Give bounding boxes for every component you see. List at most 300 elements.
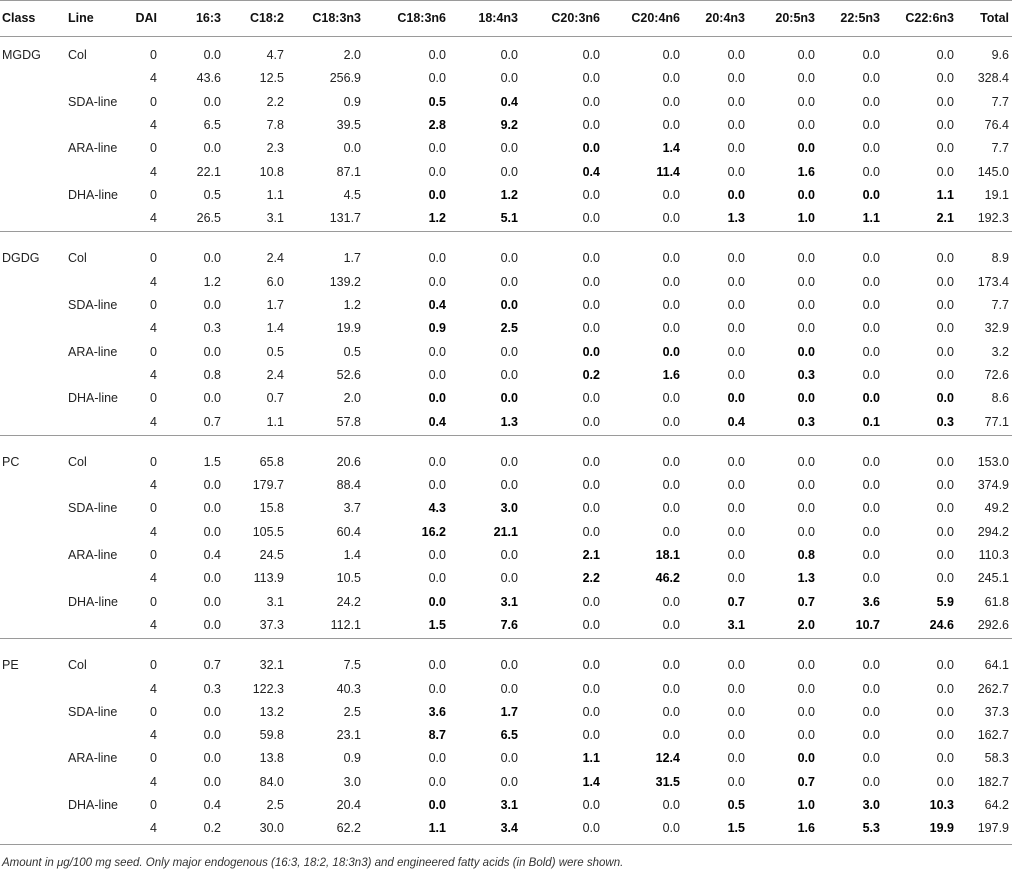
table-cell: 0.0	[662, 658, 680, 673]
table-cell: 0.4	[428, 414, 446, 429]
table-cell: 0.0	[582, 728, 600, 743]
table-cell: 0.0	[797, 704, 815, 719]
dai-value: 4	[150, 774, 157, 789]
table-cell: 2.2	[582, 571, 600, 586]
table-cell: 0.5	[266, 344, 284, 359]
table-cell: 0.0	[727, 48, 745, 62]
table-cell: 153.0	[977, 454, 1009, 469]
table-cell: 24.6	[929, 617, 954, 632]
column-header: C20:4n6	[631, 11, 680, 25]
table-cell: 0.0	[203, 94, 221, 109]
line-label: SDA-line	[68, 501, 118, 516]
table-cell: 113.9	[253, 571, 284, 586]
table-cell: 0.0	[862, 71, 880, 86]
table-cell: 245.1	[977, 571, 1009, 586]
header-rule	[0, 36, 1012, 37]
table-top-rule	[0, 0, 1012, 1]
table-cell: 294.2	[977, 524, 1009, 539]
table-cell: 0.0	[662, 321, 680, 336]
table-cell: 0.0	[662, 344, 680, 359]
table-cell: 0.0	[936, 658, 954, 673]
table-footnote: Amount in μg/100 mg seed. Only major endogenous (16:3, 18:2, 18:3n3) and engineered fatty acids (in Bold) were shown.	[2, 857, 624, 869]
table-cell: 58.3	[984, 751, 1009, 766]
column-header: C18:3n3	[312, 11, 361, 25]
table-cell: 0.0	[428, 164, 446, 179]
column-header: C18:3n6	[397, 11, 446, 25]
table-cell: 0.0	[500, 164, 518, 179]
table-cell: 0.0	[862, 658, 880, 673]
table-cell: 10.3	[929, 798, 954, 812]
column-header: 18:4n3	[478, 11, 518, 25]
table-cell: 0.0	[662, 798, 680, 812]
table-cell: 0.0	[662, 251, 680, 266]
dai-value: 0	[150, 751, 157, 766]
column-header: C20:3n6	[551, 11, 600, 25]
table-cell: 0.0	[727, 751, 745, 766]
dai-value: 4	[150, 617, 157, 632]
table-cell: 0.0	[936, 704, 954, 719]
table-cell: 0.0	[662, 211, 680, 226]
table-cell: 0.0	[582, 71, 600, 86]
dai-value: 0	[150, 94, 157, 109]
table-cell: 0.0	[428, 48, 446, 62]
table-cell: 0.0	[203, 617, 221, 632]
table-cell: 0.0	[797, 94, 815, 109]
table-cell: 0.0	[862, 524, 880, 539]
table-cell: 0.0	[727, 391, 745, 406]
table-cell: 0.0	[862, 344, 880, 359]
table-cell: 0.0	[727, 478, 745, 493]
table-cell: 0.0	[727, 728, 745, 743]
table-cell: 0.0	[428, 658, 446, 673]
table-cell: 0.0	[203, 141, 221, 156]
column-header-dai: DAI	[135, 11, 157, 25]
column-header: 16:3	[195, 11, 221, 25]
table-cell: 182.7	[977, 774, 1009, 789]
table-bottom-rule	[0, 844, 1012, 845]
table-cell: 0.4	[203, 548, 221, 562]
table-cell: 0.0	[862, 681, 880, 696]
table-cell: 0.5	[727, 798, 745, 812]
table-cell: 0.0	[936, 141, 954, 156]
table-cell: 0.0	[500, 681, 518, 696]
table-cell: 2.5	[500, 321, 518, 336]
column-header-class: Class	[2, 11, 36, 25]
table-cell: 24.2	[336, 594, 361, 609]
table-cell: 0.0	[862, 321, 880, 336]
table-cell: 0.0	[862, 704, 880, 719]
table-cell: 145.0	[977, 164, 1009, 179]
column-header: C18:2	[249, 11, 284, 25]
table-cell: 46.2	[655, 571, 680, 586]
table-cell: 3.7	[343, 501, 361, 516]
table-cell: 1.6	[797, 821, 815, 836]
table-cell: 0.0	[203, 501, 221, 516]
table-cell: 0.0	[428, 344, 446, 359]
table-cell: 0.0	[203, 571, 221, 586]
table-cell: 0.0	[582, 344, 600, 359]
table-cell: 57.8	[336, 414, 361, 429]
table-cell: 262.7	[977, 681, 1009, 696]
line-label: DHA-line	[68, 187, 119, 202]
table-cell: 0.3	[797, 414, 815, 429]
dai-value: 0	[150, 658, 157, 673]
table-cell: 0.0	[727, 524, 745, 539]
table-cell: 0.0	[203, 48, 221, 62]
group-separator	[0, 231, 1012, 232]
table-cell: 19.9	[929, 821, 954, 836]
table-cell: 0.0	[936, 774, 954, 789]
table-cell: 1.0	[797, 211, 815, 226]
column-header: Total	[980, 11, 1009, 25]
table-cell: 0.0	[727, 681, 745, 696]
table-cell: 5.1	[500, 211, 518, 226]
table-cell: 6.5	[203, 117, 221, 132]
dai-value: 4	[150, 211, 157, 226]
class-label: PC	[2, 454, 20, 469]
table-cell: 1.4	[662, 141, 680, 156]
table-cell: 0.0	[727, 704, 745, 719]
table-cell: 0.0	[582, 94, 600, 109]
table-cell: 10.7	[855, 617, 880, 632]
table-cell: 0.0	[500, 367, 518, 382]
dai-value: 0	[150, 344, 157, 359]
table-cell: 0.0	[582, 501, 600, 516]
table-cell: 87.1	[336, 164, 361, 179]
table-cell: 40.3	[336, 681, 361, 696]
table-cell: 0.0	[936, 391, 954, 406]
table-cell: 0.7	[266, 391, 284, 406]
dai-value: 0	[150, 251, 157, 266]
table-cell: 20.6	[336, 454, 361, 469]
table-cell: 0.0	[936, 94, 954, 109]
table-cell: 0.0	[936, 117, 954, 132]
table-cell: 173.4	[977, 274, 1009, 289]
table-cell: 0.0	[797, 478, 815, 493]
table-cell: 59.8	[259, 728, 284, 743]
dai-value: 4	[150, 71, 157, 86]
table-cell: 0.0	[797, 344, 815, 359]
table-cell: 0.0	[662, 524, 680, 539]
table-cell: 0.0	[500, 274, 518, 289]
table-cell: 0.0	[500, 48, 518, 62]
table-cell: 0.0	[428, 274, 446, 289]
table-cell: 0.3	[797, 367, 815, 382]
table-cell: 0.0	[862, 367, 880, 382]
table-cell: 112.1	[330, 617, 361, 632]
table-cell: 0.0	[862, 251, 880, 266]
table-cell: 0.0	[797, 141, 815, 156]
table-cell: 0.0	[582, 321, 600, 336]
group-separator	[0, 638, 1012, 639]
table-cell: 2.5	[266, 798, 284, 812]
table-cell: 7.8	[266, 117, 284, 132]
table-cell: 0.0	[936, 344, 954, 359]
table-cell: 26.5	[196, 211, 221, 226]
table-cell: 0.0	[582, 454, 600, 469]
line-label: SDA-line	[68, 94, 118, 109]
table-cell: 0.0	[662, 117, 680, 132]
table-cell: 0.0	[727, 94, 745, 109]
table-cell: 105.5	[252, 524, 284, 539]
table-cell: 0.0	[797, 391, 815, 406]
table-cell: 3.1	[500, 798, 518, 812]
table-cell: 49.2	[984, 501, 1009, 516]
table-cell: 0.7	[797, 774, 815, 789]
table-cell: 0.0	[727, 367, 745, 382]
table-cell: 64.1	[984, 658, 1009, 673]
dai-value: 0	[150, 141, 157, 156]
table-cell: 1.5	[203, 454, 221, 469]
table-cell: 1.3	[500, 414, 518, 429]
table-cell: 328.4	[977, 71, 1009, 86]
table-cell: 0.0	[662, 298, 680, 312]
table-cell: 374.9	[977, 478, 1009, 493]
table-cell: 1.6	[662, 367, 680, 382]
class-label: DGDG	[2, 251, 40, 266]
dai-value: 0	[150, 798, 157, 812]
table-cell: 0.0	[428, 751, 446, 766]
table-cell: 110.3	[978, 548, 1009, 562]
table-cell: 32.9	[984, 321, 1009, 336]
dai-value: 4	[150, 117, 157, 132]
column-header: 20:4n3	[705, 11, 745, 25]
table-cell: 2.8	[428, 117, 446, 132]
line-label: Col	[68, 251, 87, 266]
table-cell: 64.2	[984, 798, 1009, 812]
table-cell: 1.2	[428, 211, 446, 226]
table-cell: 0.0	[662, 94, 680, 109]
table-cell: 1.7	[266, 298, 284, 312]
table-cell: 0.0	[500, 774, 518, 789]
table-cell: 84.0	[259, 774, 284, 789]
table-cell: 1.6	[797, 164, 815, 179]
table-cell: 1.5	[727, 821, 745, 836]
dai-value: 0	[150, 48, 157, 62]
table-cell: 1.5	[428, 617, 446, 632]
table-cell: 0.0	[727, 501, 745, 516]
table-cell: 0.0	[500, 454, 518, 469]
dai-value: 4	[150, 524, 157, 539]
table-cell: 0.0	[662, 274, 680, 289]
table-cell: 0.0	[428, 798, 446, 812]
table-cell: 197.9	[977, 821, 1009, 836]
table-cell: 16.2	[421, 524, 446, 539]
line-label: SDA-line	[68, 704, 118, 719]
table-cell: 0.0	[797, 187, 815, 202]
table-cell: 0.0	[936, 321, 954, 336]
table-cell: 0.0	[203, 344, 221, 359]
table-cell: 1.4	[582, 774, 600, 789]
column-header: C22:6n3	[905, 11, 954, 25]
dai-value: 4	[150, 728, 157, 743]
table-cell: 0.0	[797, 454, 815, 469]
table-cell: 0.0	[797, 298, 815, 312]
dai-value: 0	[150, 594, 157, 609]
table-cell: 61.8	[984, 594, 1009, 609]
table-cell: 0.0	[428, 681, 446, 696]
table-cell: 0.1	[862, 414, 880, 429]
table-cell: 9.2	[500, 117, 518, 132]
dai-value: 0	[150, 548, 157, 562]
table-cell: 0.0	[500, 751, 518, 766]
table-cell: 0.0	[582, 298, 600, 312]
table-cell: 0.0	[862, 274, 880, 289]
table-cell: 0.3	[203, 681, 221, 696]
table-cell: 7.7	[991, 298, 1009, 312]
dai-value: 0	[150, 298, 157, 312]
table-cell: 31.5	[655, 774, 680, 789]
table-cell: 0.9	[343, 751, 361, 766]
dai-value: 4	[150, 414, 157, 429]
table-cell: 60.4	[336, 524, 361, 539]
table-cell: 19.9	[336, 321, 361, 336]
table-cell: 0.7	[797, 594, 815, 609]
table-cell: 256.9	[329, 71, 361, 86]
table-cell: 20.4	[336, 798, 361, 812]
table-cell: 0.8	[797, 548, 815, 562]
table-cell: 0.0	[936, 48, 954, 62]
table-cell: 13.2	[259, 704, 284, 719]
table-cell: 0.0	[500, 548, 518, 562]
table-cell: 0.0	[862, 298, 880, 312]
table-cell: 0.0	[582, 274, 600, 289]
table-cell: 0.0	[662, 617, 680, 632]
group-separator	[0, 435, 1012, 436]
table-cell: 0.0	[862, 48, 880, 62]
table-cell: 1.0	[797, 798, 815, 812]
table-cell: 10.5	[336, 571, 361, 586]
table-cell: 1.2	[343, 298, 361, 312]
table-cell: 39.5	[336, 117, 361, 132]
table-cell: 0.0	[936, 367, 954, 382]
class-label: PE	[2, 658, 19, 673]
table-cell: 2.5	[343, 704, 361, 719]
table-cell: 0.0	[500, 391, 518, 406]
table-cell: 13.8	[259, 751, 284, 766]
table-cell: 0.0	[936, 251, 954, 266]
table-cell: 0.0	[797, 681, 815, 696]
line-label: ARA-line	[68, 751, 118, 766]
table-cell: 0.0	[500, 571, 518, 586]
dai-value: 4	[150, 571, 157, 586]
table-cell: 0.0	[797, 71, 815, 86]
table-cell: 3.1	[500, 594, 518, 609]
table-cell: 0.4	[727, 414, 745, 429]
table-cell: 0.0	[582, 391, 600, 406]
table-cell: 0.0	[203, 704, 221, 719]
table-cell: 76.4	[984, 117, 1009, 132]
table-cell: 0.0	[862, 728, 880, 743]
table-cell: 2.0	[343, 391, 361, 406]
table-cell: 5.9	[936, 594, 954, 609]
table-cell: 0.0	[343, 141, 361, 156]
table-cell: 7.7	[991, 94, 1009, 109]
table-cell: 4.5	[343, 187, 361, 202]
table-cell: 0.0	[582, 141, 600, 156]
table-cell: 0.0	[582, 478, 600, 493]
dai-value: 0	[150, 704, 157, 719]
table-cell: 0.4	[203, 798, 221, 812]
dai-value: 4	[150, 478, 157, 493]
table-cell: 0.0	[936, 571, 954, 586]
table-cell: 0.0	[582, 251, 600, 266]
table-cell: 1.2	[203, 274, 221, 289]
table-cell: 0.0	[582, 117, 600, 132]
table-cell: 1.1	[428, 821, 446, 836]
table-cell: 0.0	[727, 344, 745, 359]
table-cell: 22.1	[196, 164, 221, 179]
table-cell: 43.6	[196, 71, 221, 86]
table-cell: 7.5	[343, 658, 361, 673]
table-cell: 0.0	[727, 71, 745, 86]
table-cell: 1.3	[727, 211, 745, 226]
table-cell: 1.3	[797, 571, 815, 586]
line-label: ARA-line	[68, 548, 118, 562]
table-cell: 8.6	[991, 391, 1009, 406]
table-cell: 0.0	[582, 48, 600, 62]
table-cell: 0.0	[797, 728, 815, 743]
table-cell: 0.0	[662, 681, 680, 696]
table-cell: 0.0	[727, 141, 745, 156]
table-cell: 0.0	[862, 141, 880, 156]
table-cell: 0.0	[428, 548, 446, 562]
table-cell: 9.6	[991, 48, 1009, 62]
table-cell: 0.0	[582, 821, 600, 836]
table-cell: 0.8	[203, 367, 221, 382]
table-cell: 162.7	[977, 728, 1009, 743]
table-cell: 1.4	[343, 548, 361, 562]
line-label: ARA-line	[68, 141, 118, 156]
table-cell: 0.0	[203, 251, 221, 266]
dai-value: 0	[150, 391, 157, 406]
table-cell: 0.7	[203, 414, 221, 429]
table-cell: 12.4	[655, 751, 680, 766]
table-cell: 21.1	[493, 524, 518, 539]
table-cell: 0.0	[582, 187, 600, 202]
table-cell: 0.3	[203, 321, 221, 336]
table-cell: 3.1	[727, 617, 745, 632]
table-cell: 0.0	[797, 321, 815, 336]
table-cell: 0.0	[500, 478, 518, 493]
table-cell: 7.6	[500, 617, 518, 632]
table-cell: 1.1	[936, 187, 954, 202]
table-cell: 0.0	[727, 774, 745, 789]
table-cell: 0.0	[862, 751, 880, 766]
table-cell: 7.7	[991, 141, 1009, 156]
table-cell: 0.7	[727, 594, 745, 609]
table-cell: 0.0	[727, 274, 745, 289]
table-cell: 0.0	[797, 501, 815, 516]
table-cell: 0.0	[797, 751, 815, 766]
table-cell: 0.0	[203, 594, 221, 609]
table-cell: 0.0	[727, 117, 745, 132]
class-label: MGDG	[2, 48, 41, 62]
table-cell: 37.3	[259, 617, 284, 632]
table-cell: 2.1	[936, 211, 954, 226]
table-cell: 8.7	[428, 728, 446, 743]
table-cell: 1.1	[266, 187, 284, 202]
table-cell: 4.7	[266, 48, 284, 62]
table-cell: 2.3	[266, 141, 284, 156]
table-cell: 2.0	[343, 48, 361, 62]
line-label: DHA-line	[68, 594, 119, 609]
table-cell: 1.4	[266, 321, 284, 336]
table-cell: 0.0	[862, 117, 880, 132]
table-cell: 0.0	[862, 548, 880, 562]
table-cell: 1.2	[500, 187, 518, 202]
table-cell: 0.0	[797, 48, 815, 62]
